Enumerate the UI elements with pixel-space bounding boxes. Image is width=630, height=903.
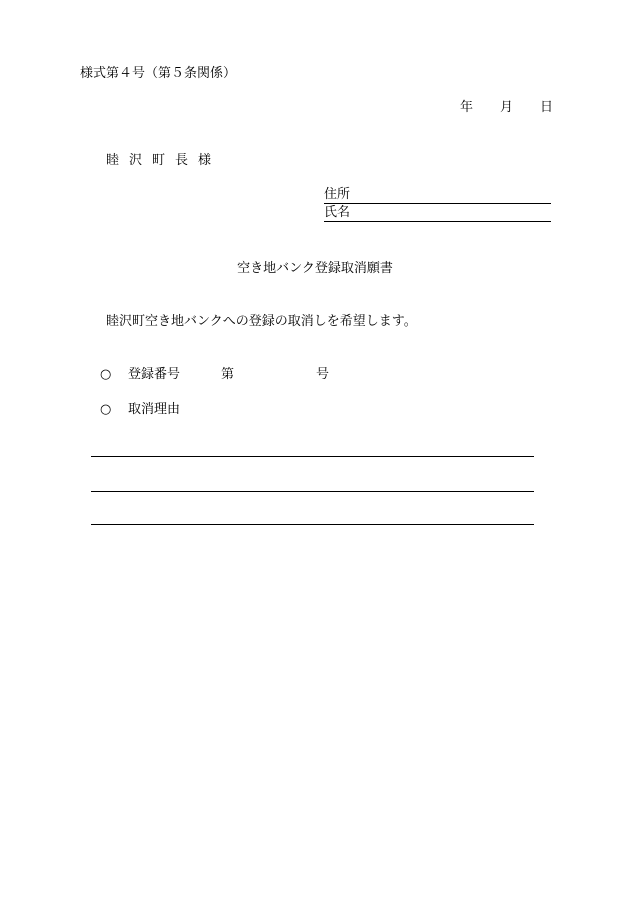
registration-number-bullet-icon: ○ <box>100 367 112 382</box>
registration-number-prefix: 第 <box>221 367 235 382</box>
cancel-reason-line[interactable] <box>91 524 534 525</box>
registration-number-label: 登録番号 <box>128 367 181 382</box>
name-label: 氏名 <box>324 205 351 220</box>
cancel-reason-bullet-icon: ○ <box>100 402 112 417</box>
address-label: 住所 <box>324 187 351 202</box>
cancel-reason-label: 取消理由 <box>128 402 181 417</box>
registration-number-suffix: 号 <box>316 367 330 382</box>
cancel-reason-line[interactable] <box>91 456 534 457</box>
request-statement: 睦沢町空き地バンクへの登録の取消しを希望します。 <box>106 314 417 329</box>
date-year-label: 年 <box>460 100 474 115</box>
addressee: 睦沢町長様 <box>106 153 222 168</box>
name-field[interactable] <box>324 206 551 222</box>
date-month-label: 月 <box>500 100 514 115</box>
document-title: 空き地バンク登録取消願書 <box>237 261 393 276</box>
cancel-reason-line[interactable] <box>91 491 534 492</box>
address-field[interactable] <box>324 188 551 204</box>
date-day-label: 日 <box>540 100 554 115</box>
form-number: 様式第４号（第５条関係） <box>80 66 237 81</box>
